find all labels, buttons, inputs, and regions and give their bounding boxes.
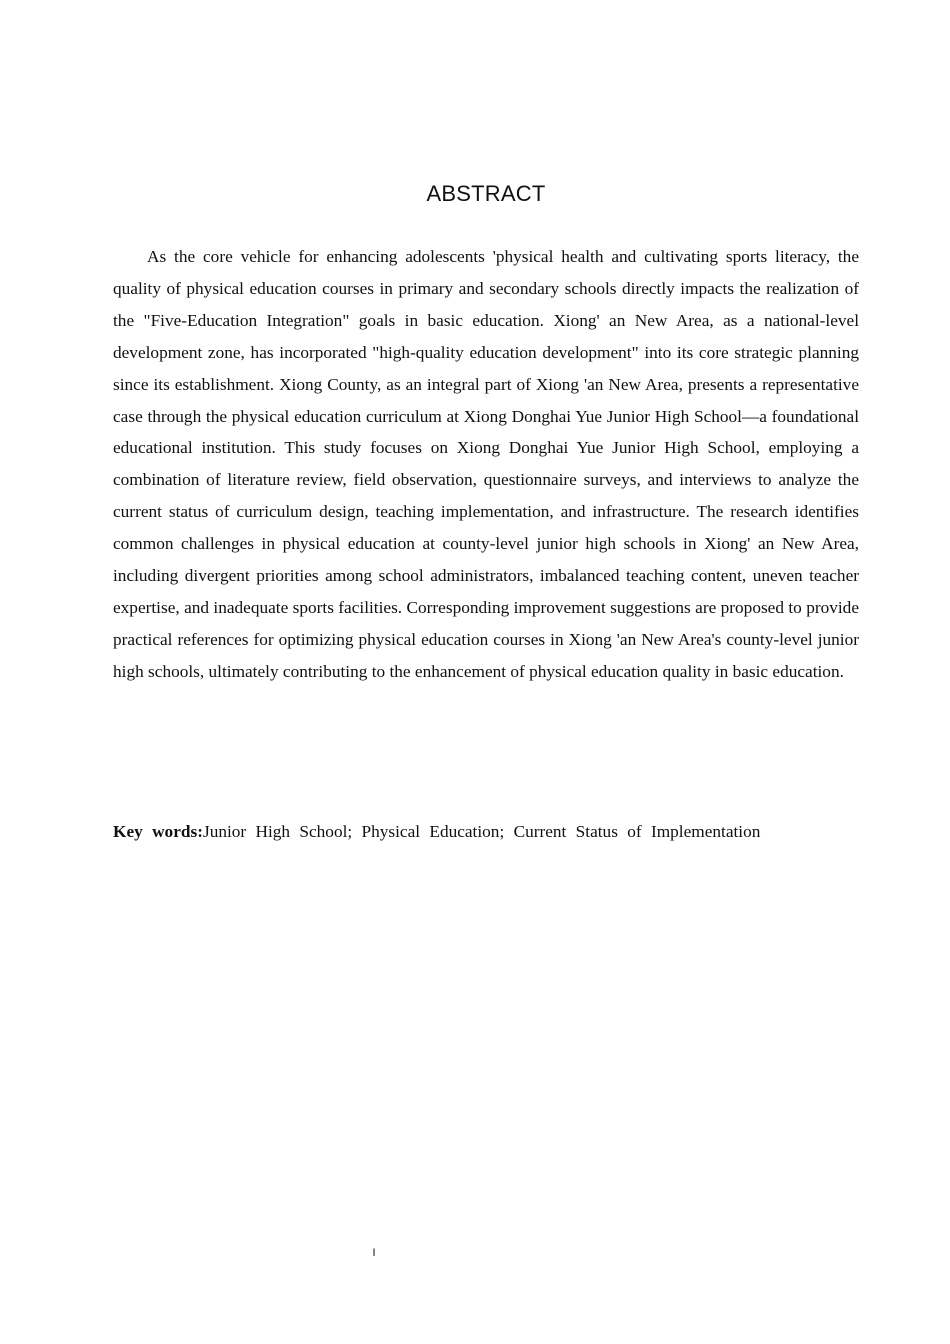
page-number: I [372, 1247, 376, 1259]
abstract-title: ABSTRACT [426, 181, 546, 206]
keywords-text: Junior High School; Physical Education; Current Status of Implementation [202, 822, 761, 841]
abstract-paragraph: As the core vehicle for enhancing adolescents 'physical health and cultivating sports literacy, the quality of physical education courses in primary and secondary schools directly impacts the realization of the "Five-Education Integration" goals in basic education. Xiong' an New Area, as a national-level development zone, has incorporated "high-quality education development" into its core strategic planning since its establishment. Xiong County, as an integral part of Xiong 'an New Area, presents a representative case through the physical education curriculum at Xiong Donghai Yue Junior High School—a foundational educational institution. This study focuses on Xiong Donghai Yue Junior High School, employing a combination of literature review, field observation, questionnaire surveys, and interviews to analyze the current status of curriculum design, teaching implementation, and infrastructure. The research identifies common challenges in physical education at county-level junior high schools in Xiong' an New Area, including divergent priorities among school administrators, imbalanced teaching content, uneven teacher expertise, and inadequate sports facilities. Corresponding improvement suggestions are proposed to provide practical references for optimizing physical education courses in Xiong 'an New Area's county-level junior high schools, ultimately contributing to the enhancement of physical education quality in basic education. [113, 247, 859, 681]
keywords-line [113, 816, 859, 848]
keywords-label: Key words: [113, 822, 203, 841]
